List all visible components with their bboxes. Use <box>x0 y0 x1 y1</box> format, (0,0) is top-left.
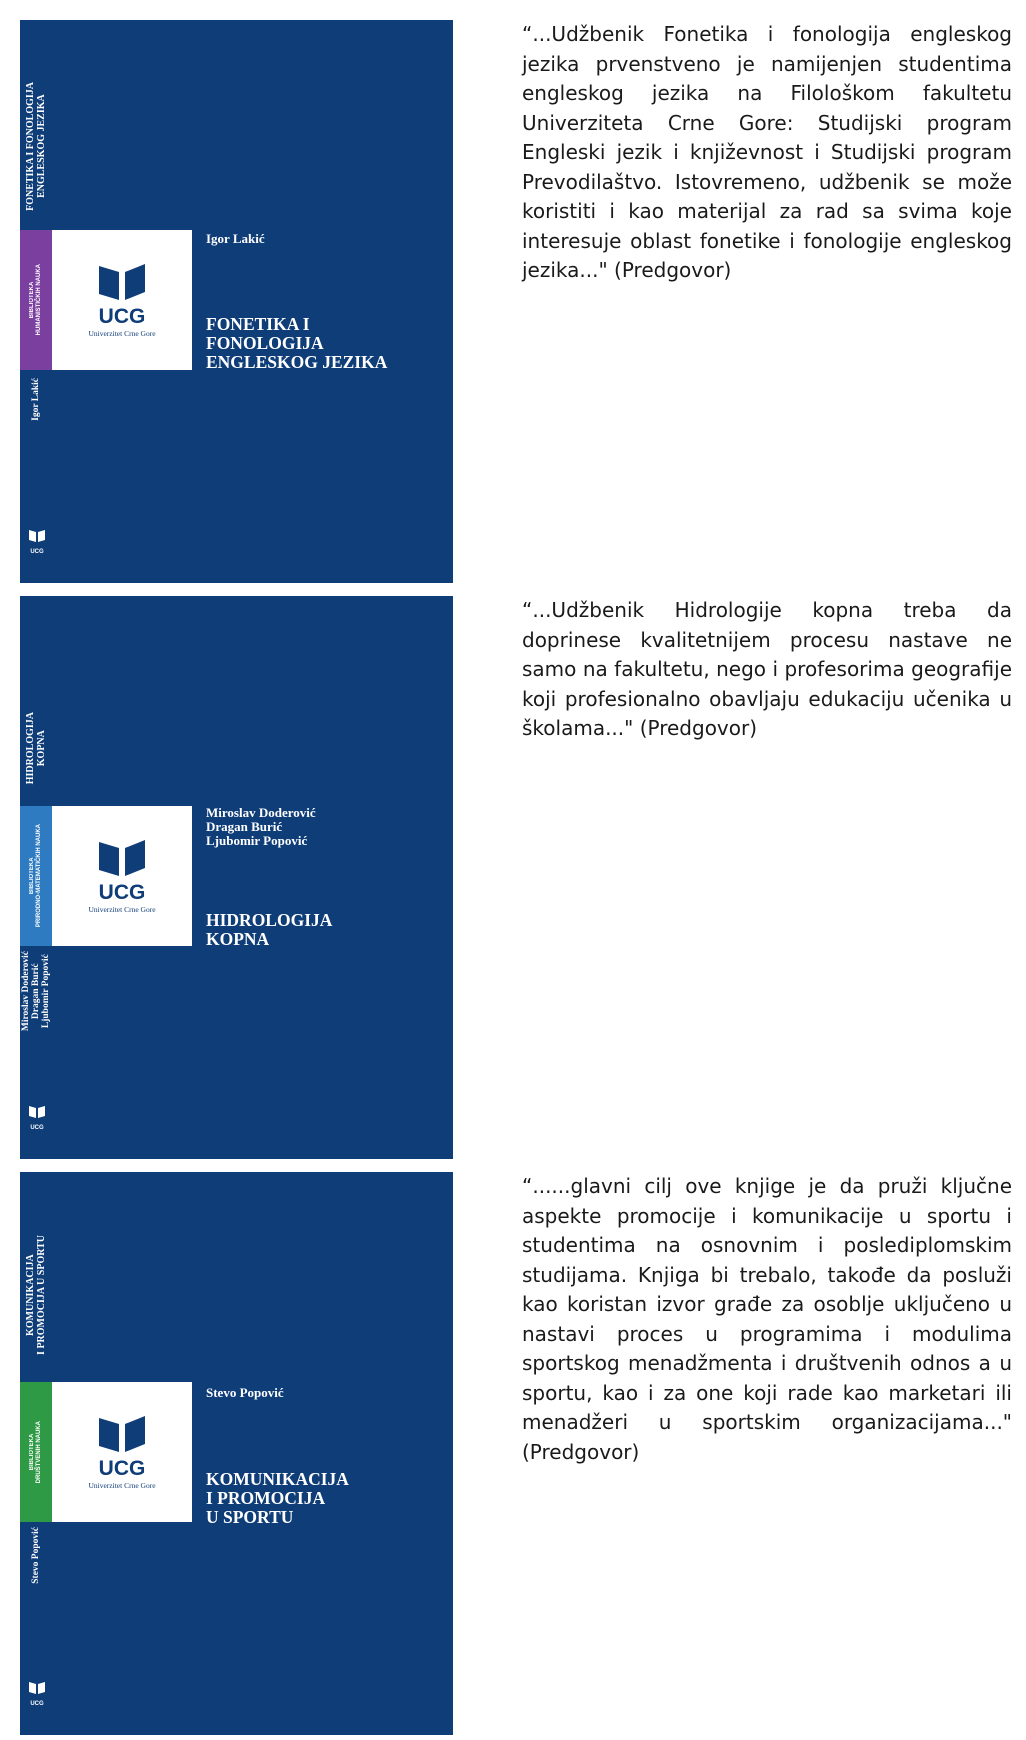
spine-author-text: Miroslav Doderović Dragan Burić Ljubomir Popović <box>21 951 51 1032</box>
book-icon <box>28 1681 46 1695</box>
logo-university-name: Univerzitet Crne Gore <box>88 329 156 338</box>
book-icon <box>97 1414 147 1454</box>
cover-spine <box>20 596 52 1159</box>
book-quote: “...Udžbenik Fonetika i fonologija engleskog jezika prvenstveno je namijenjen studentima engleskog jezika na Filološkom fakultetu Univerziteta Crne Gore: Studijski program Engleski jezik i književnost i Studijski program Prevodilaštvo. Istovremeno, udžbenik se može koristiti i kao materijal za rad sa svima koje interesuje oblast fonetike i fonologije engleskog jezika..." (Predgovor) <box>522 22 1012 282</box>
logo-university-name: Univerzitet Crne Gore <box>88 1481 156 1490</box>
spine-logo-text: UCG <box>30 1701 44 1707</box>
spine-logo-text: UCG <box>30 1125 44 1131</box>
spine-author-text: Igor Lakić <box>31 378 41 421</box>
book-entry-1 <box>0 20 1026 586</box>
spine-title-text: KOMUNIKACIJA I PROMOCIJA U SPORTU <box>25 1234 47 1355</box>
spine-author <box>22 1527 50 1612</box>
ucg-logo-box <box>52 230 192 370</box>
spine-library-label: BIBLIOTEKA DRUŠTVENIH NAUKA <box>29 1420 42 1484</box>
logo-university-name: Univerzitet Crne Gore <box>88 905 156 914</box>
spine-title-text: FONETIKA I FONOLOGIJA ENGLESKOG JEZIKA <box>25 81 47 211</box>
spine-logo-text: UCG <box>30 549 44 555</box>
spine-library-band <box>20 1382 52 1522</box>
book-entry-2 <box>0 596 1026 1162</box>
cover-title: FONETIKA I FONOLOGIJA ENGLESKOG JEZIKA <box>206 314 388 372</box>
spine-library-label: BIBLIOTEKA HUMANISTIČKIH NAUKA <box>29 264 42 336</box>
cover-authors: Miroslav Doderović Dragan Burić Ljubomir Popović <box>206 805 316 848</box>
cover-spine <box>20 20 52 583</box>
spine-title-text: HIDROLOGIJA KOPNA <box>25 712 47 785</box>
spine-logo <box>26 529 48 555</box>
spine-author <box>22 378 50 458</box>
ucg-logo-box <box>52 806 192 946</box>
logo-ucg-text: UCG <box>98 881 146 904</box>
cover-title: KOMUNIKACIJA I PROMOCIJA U SPORTU <box>206 1469 349 1527</box>
book-cover <box>20 596 453 1159</box>
spine-title <box>22 696 50 801</box>
spine-library-band <box>20 230 52 370</box>
spine-logo <box>26 1681 48 1707</box>
book-icon <box>97 838 147 878</box>
spine-title <box>22 56 50 236</box>
book-entry-3 <box>0 1172 1026 1738</box>
ucg-logo-box <box>52 1382 192 1522</box>
cover-title: HIDROLOGIJA KOPNA <box>206 910 333 949</box>
book-icon <box>28 1105 46 1119</box>
book-icon <box>97 262 147 302</box>
book-quote: “...Udžbenik Hidrologije kopna treba da doprinese kvalitetnijem procesu nastave ne samo na fakultetu, nego i profesorima geografije koji profesionalno obavljaju edukaciju učenika u školama..." (Predgovor) <box>522 598 1012 740</box>
book-quote: “......glavni cilj ove knjige je da pruži ključne aspekte promocije i komunikacije u sportu i studentima na osnovnim i poslediplomskim studijama. Knjiga bi trebalo, takođe da posluži kao koristan izvor građe za osoblje uključeno u nastavi proces u programima i modulima sportskog menadžmenta i društvenih odnos a u sportu, kao i za one koji rade kao marketari ili menadžeri u sportskim organizacijama..." (Predgovor) <box>522 1174 1012 1464</box>
book-icon <box>28 529 46 543</box>
spine-library-label: BIBLIOTEKA PRIRODNO-MATEMATIČKIH NAUKA <box>29 824 42 928</box>
book-cover <box>20 20 453 583</box>
spine-logo <box>26 1105 48 1131</box>
spine-author-text: Stevo Popović <box>31 1527 41 1584</box>
cover-authors: Igor Lakić <box>206 231 265 246</box>
book-cover <box>20 1172 453 1735</box>
cover-spine <box>20 1172 52 1735</box>
spine-library-band <box>20 806 52 946</box>
cover-authors: Stevo Popović <box>206 1385 284 1400</box>
spine-author <box>22 951 50 1051</box>
spine-title <box>22 1212 50 1377</box>
logo-ucg-text: UCG <box>98 1457 146 1480</box>
logo-ucg-text: UCG <box>98 305 146 328</box>
